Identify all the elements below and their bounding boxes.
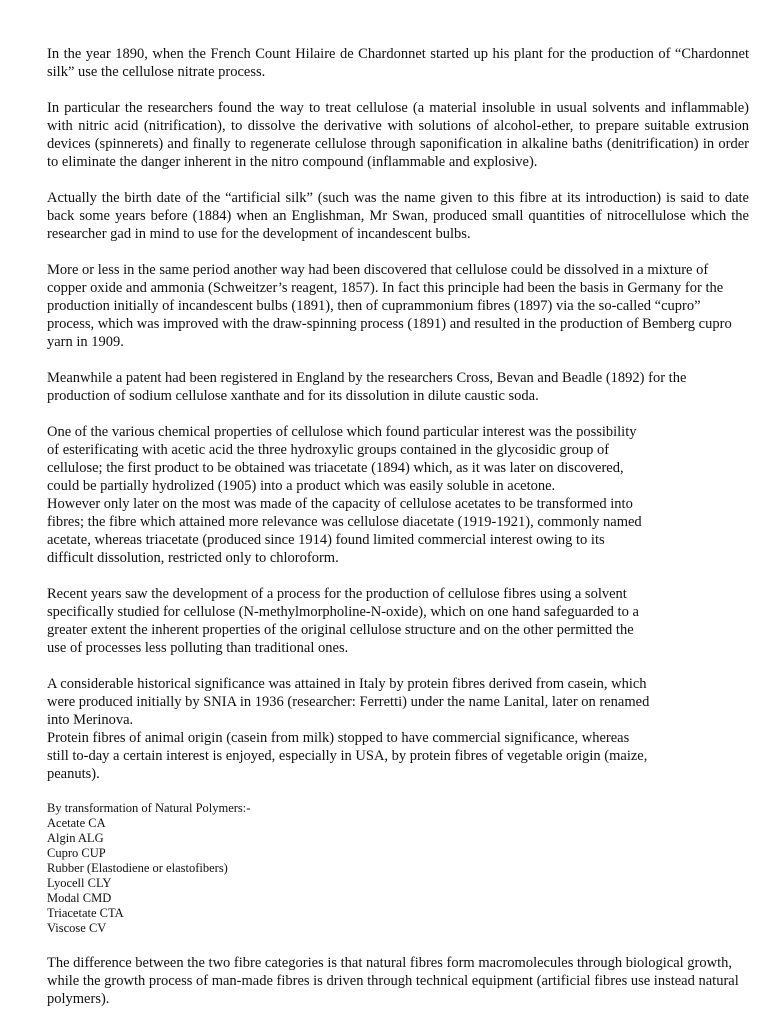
paragraph-fibre-categories: The difference between the two fibre categories is that natural fibres form macromolecules through biological growth, while the growth process of man-made fibres is driven through technical equipment (artificial fibres use instead natural polymers). xyxy=(47,955,739,1007)
list-item: Viscose CV xyxy=(47,921,107,935)
list-item: Triacetate CTA xyxy=(47,906,124,920)
paragraph-protein-fibres: Protein fibres of animal origin (casein from milk) stopped to have commercial significance, whereas still to-day a certain interest is enjoyed, especially in USA, by protein fibres of vegetable origin (maize, peanuts). xyxy=(47,730,648,782)
polymer-list xyxy=(47,801,749,936)
paragraph-diacetate: However only later on the most was made of the capacity of cellulose acetates to be transformed into fibres; the fibre which attained more relevance was cellulose diacetate (1919-1921), commonly named acetate, whereas triacetate (produced since 1914) found limited commercial interest owing to its difficult dissolution, restricted only to chloroform. xyxy=(47,496,642,566)
list-item: Rubber (Elastodiene or elastofibers) xyxy=(47,861,228,875)
paragraph-acetate-esterification: One of the various chemical properties of cellulose which found particular interest was the possibility of esterificating with acetic acid the three hydroxylic groups contained in the glycosidic group of cellulose; the first product to be obtained was triacetate (1894) which, as it was later on discovered, could be partially hydrolized (1905) into a product which was easily soluble in acetone. xyxy=(47,424,637,494)
document-body xyxy=(47,45,749,1024)
list-item: Modal CMD xyxy=(47,891,112,905)
paragraph-artificial-silk: Actually the birth date of the “artificial silk” (such was the name given to this fibre at its introduction) is said to date back some years before (1884) when an Englishman, Mr Swan, produced small quantities of nitrocellulose which the researcher gad in mind to use for the development of incandescent bulbs. xyxy=(47,190,749,242)
list-item: Acetate CA xyxy=(47,816,106,830)
list-item: Algin ALG xyxy=(47,831,104,845)
list-item: Lyocell CLY xyxy=(47,876,112,890)
paragraph-xanthate: Meanwhile a patent had been registered in England by the researchers Cross, Bevan and Beadle (1892) for the production of sodium cellulose xanthate and for its dissolution in dilute caustic soda. xyxy=(47,370,687,404)
paragraph-casein: A considerable historical significance was attained in Italy by protein fibres derived from casein, which were produced initially by SNIA in 1936 (researcher: Ferretti) under the name Lanital, later on renamed into Merinova. xyxy=(47,676,650,728)
list-item: Cupro CUP xyxy=(47,846,106,860)
paragraph-lyocell: Recent years saw the development of a process for the production of cellulose fibres using a solvent specifically studied for cellulose (N-methylmorpholine-N-oxide), which on one hand safeguarded to a greater extent the inherent properties of the original cellulose structure and on the other permitted the use of processes less polluting than traditional ones. xyxy=(47,586,639,656)
paragraph-cupro: More or less in the same period another way had been discovered that cellulose could be dissolved in a mixture of copper oxide and ammonia (Schweitzer’s reagent, 1857). In fact this principle had been the basis in Germany for the production initially of incandescent bulbs (1891), then of cuprammonium fibres (1897) via the so-called “cupro” process, which was improved with the draw-spinning process (1891) and resulted in the production of Bemberg cupro yarn in 1909. xyxy=(47,262,732,350)
paragraph-nitrification: In particular the researchers found the way to treat cellulose (a material insoluble in usual solvents and inflammable) with nitric acid (nitrification), to dissolve the derivative with solutions of alcohol-ether, to prepare suitable extrusion devices (spinnerets) and finally to regenerate cellulose through saponification in alkaline baths (denitrification) in order to eliminate the danger inherent in the nitro compound (inflammable and explosive). xyxy=(47,100,749,170)
polymer-list-heading: By transformation of Natural Polymers:- xyxy=(47,801,251,815)
paragraph-chardonnet: In the year 1890, when the French Count Hilaire de Chardonnet started up his plant for the production of “Chardonnet silk” use the cellulose nitrate process. xyxy=(47,46,749,80)
